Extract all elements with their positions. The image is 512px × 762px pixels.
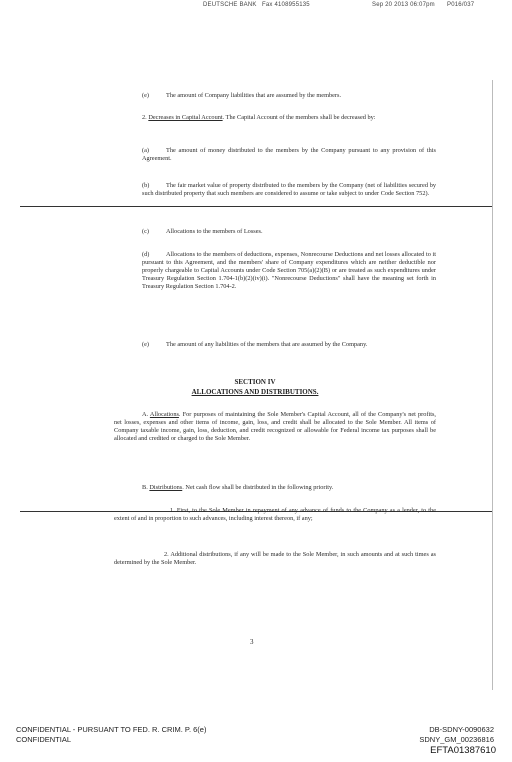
allocations-paragraph [114, 411, 436, 443]
item-c-label: (c) [142, 228, 149, 235]
page-number: 3 [250, 638, 254, 646]
footer-confidential-notice: CONFIDENTIAL - PURSUANT TO FED. R. CRIM. P. 6(e) [16, 725, 207, 734]
decreases-title: Decreases in Capital Account [148, 114, 223, 121]
distributions-text: . Net cash flow shall be distributed in the following priority. [182, 484, 334, 491]
footer-confidential: CONFIDENTIAL [16, 735, 72, 744]
item-e2-text: The amount of any liabilities of the members that are assumed by the Company. [166, 341, 368, 348]
item-e2-label: (e) [142, 341, 149, 348]
item-e-label: (e) [142, 92, 149, 99]
distributions-lead: B. [142, 484, 148, 491]
section-title: ALLOCATIONS AND DISTRIBUTIONS. [191, 388, 319, 396]
distribution-2: 2. Additional distributions, if any will be made to the Sole Member, in such amounts and at such times as determined by the Sole Member. [114, 551, 436, 566]
item-c-text: Allocations to the members of Losses. [166, 228, 263, 235]
allocations-title: Allocations [149, 411, 179, 418]
item-d-label: (d) [142, 251, 150, 258]
distribution-1: 1. First, to the Sole Member in repayment of any advance of funds to the Company as a lender, to the extent of and in proportion to such advances, including interest thereon, if any; [114, 507, 436, 522]
item-b-text: The fair market value of property distributed to the members by the Company (net of liabilities secured by such distributed property that such members are considered to assume or take subject to under Code Section 752). [142, 182, 436, 197]
decreases-text: . The Capital Account of the members shall be decreased by: [222, 114, 376, 121]
fax-sender: DEUTSCHE BANK [203, 2, 257, 8]
decreases-number: 2. [142, 114, 147, 121]
fax-date: Sep 20 2013 06:07pm [372, 2, 435, 8]
decreases-paragraph [114, 114, 436, 122]
allocations-lead: A. [142, 411, 149, 418]
fax-page: P016/037 [447, 2, 475, 8]
fax-number: Fax 4108955135 [262, 2, 310, 8]
footer-efta-id: EFTA01387610 [430, 745, 496, 756]
allocations-text: . For purposes of maintaining the Sole Member's Capital Account, all of the Company's net profits, net losses, expenses and other items of income, gain, loss, and credit shall be allocated to the Sole Member. All items of Company taxable income, gain, loss, deduction, and credit recognized or allowable for Federal income tax purposes shall be allocated and credited or charged to the Sole Member. [114, 411, 436, 442]
item-d-text: Allocations to the members of deductions, expenses, Nonrecourse Deductions and net losses allocated to it pursuant to this Agreement, and the members' share of Company expenditures which are neither deductible nor properly chargeable to Capital Accounts under Code Section 705(a)(2)(B) or are treated as such expenditures under Treasury Regulation Section 1.704-1(b)(2)(iv)(i). "Nonrecourse Deductions" shall have the meaning set forth in Treasury Regulation Section 1.704-2. [142, 251, 436, 290]
item-a-text: The amount of money distributed to the members by the Company pursuant to any provision of this Agreement. [142, 147, 436, 162]
item-e-text: The amount of Company liabilities that are assumed by the members. [166, 92, 342, 99]
item-b-label: (b) [142, 182, 150, 189]
section-number: SECTION IV [234, 378, 276, 386]
item-a-label: (a) [142, 147, 149, 154]
distributions-paragraph [142, 484, 442, 492]
footer-bates-1: DB-SDNY-0090632 [429, 725, 494, 734]
distributions-title: Distributions [149, 484, 183, 491]
scan-line [20, 206, 492, 207]
footer-bates-2: SDNY_GM_00236816 [419, 735, 494, 744]
scan-edge-line [492, 80, 493, 690]
